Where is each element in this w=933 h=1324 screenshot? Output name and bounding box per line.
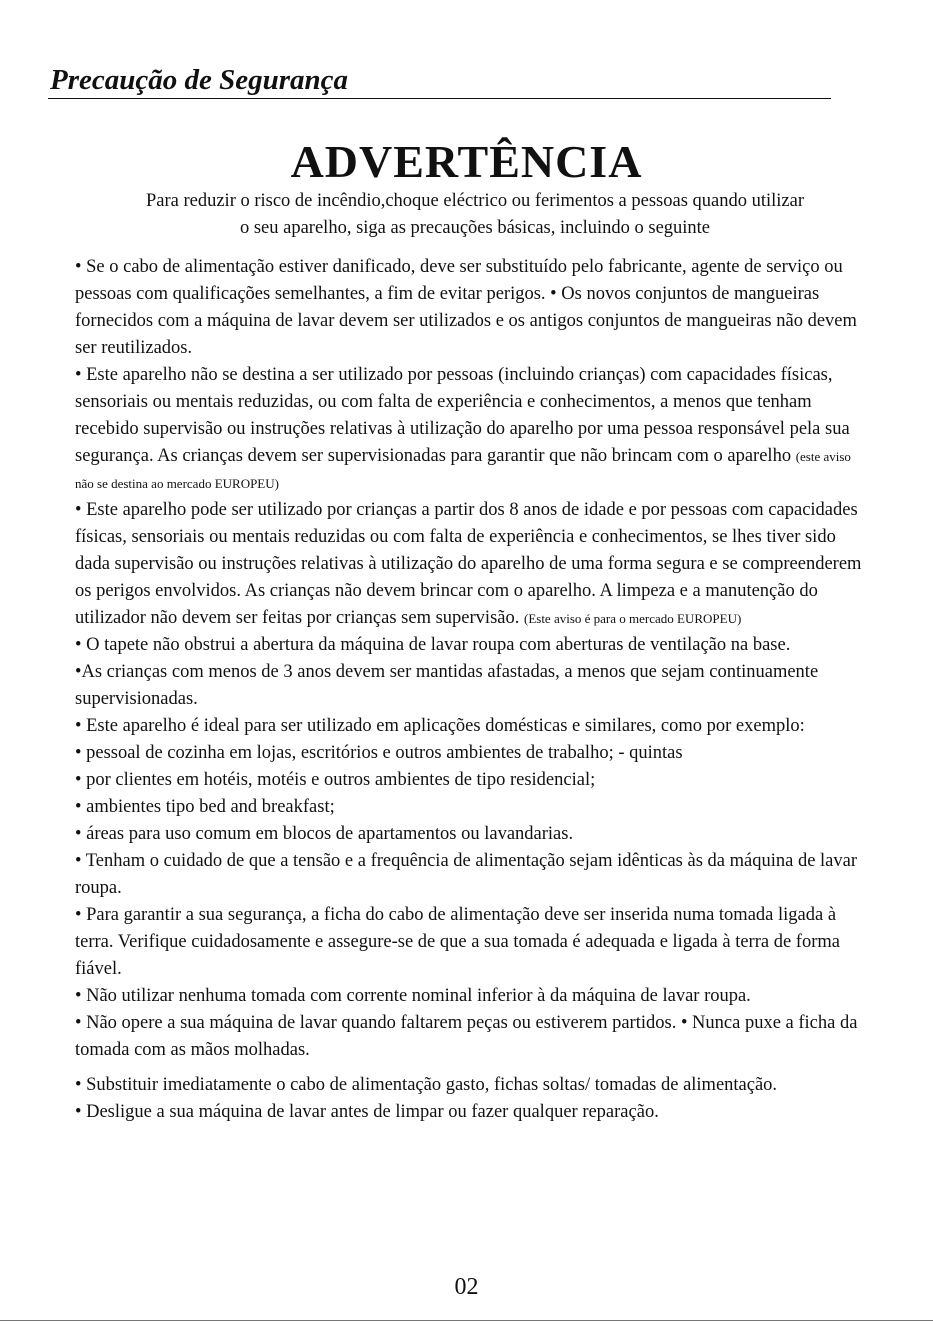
instruction-item bbox=[75, 497, 865, 632]
instruction-item bbox=[75, 362, 865, 497]
instruction-item: • O tapete não obstrui a abertura da máquina de lavar roupa com aberturas de ventilação na base. bbox=[75, 635, 791, 655]
instruction-item: •As crianças com menos de 3 anos devem ser mantidas afastadas, a menos que sejam continuamente supervisionadas. bbox=[75, 662, 819, 709]
intro-line-2: o seu aparelho, siga as precauções básicas, incluindo o seguinte bbox=[239, 218, 711, 238]
intro-line-1: Para reduzir o risco de incêndio,choque eléctrico ou ferimentos a pessoas quando utilizar bbox=[145, 191, 805, 211]
warning-heading: ADVERTÊNCIA bbox=[290, 136, 643, 187]
instruction-item: • áreas para uso comum em blocos de apartamentos ou lavandarias. bbox=[75, 824, 574, 844]
instruction-item: • por clientes em hotéis, motéis e outros ambientes de tipo residencial; bbox=[75, 770, 596, 790]
title-underline bbox=[48, 98, 831, 99]
paragraph-gap bbox=[75, 1064, 865, 1072]
instruction-item: • ambientes tipo bed and breakfast; bbox=[75, 797, 335, 817]
instruction-item: • Não utilizar nenhuma tomada com corrente nominal inferior à da máquina de lavar roupa. bbox=[75, 986, 751, 1006]
bottom-rule bbox=[0, 1320, 933, 1321]
instruction-item: • Substituir imediatamente o cabo de alimentação gasto, fichas soltas/ tomadas de alimentação. bbox=[75, 1075, 778, 1095]
instruction-item: • Este aparelho é ideal para ser utilizado em aplicações domésticas e similares, como por exemplo: bbox=[75, 716, 805, 736]
section-title: Precaução de Segurança bbox=[50, 64, 349, 96]
safety-instructions bbox=[75, 254, 865, 1126]
market-note: (este aviso não se destina ao mercado EUROPEU) bbox=[75, 449, 851, 491]
instruction-text: • Este aparelho pode ser utilizado por crianças a partir dos 8 anos de idade e por pessoas com capacidades físicas, sensoriais ou mentais reduzidas ou com falta de experiência e conhecimentos, se lhes tiver sido dada supervisão ou instruções relativas à utilização do aparelho de uma forma segura e se compreenderem os perigos envolvidos. As crianças não devem brincar com o aparelho. A limpeza e a manutenção do utilizador não devem ser feitas por crianças sem supervisão. bbox=[75, 500, 862, 628]
instruction-item: • Tenham o cuidado de que a tensão e a frequência de alimentação sejam idênticas às da máquina de lavar roupa. bbox=[75, 851, 858, 898]
instruction-text: • Este aparelho não se destina a ser utilizado por pessoas (incluindo crianças) com capacidades físicas, sensoriais ou mentais reduzidas, ou com falta de experiência e conhecimentos, a menos que tenham recebido supervisão ou instruções relativas à utilização do aparelho por uma pessoa responsável pela sua segurança. As crianças devem ser supervisionadas para garantir que não brincam com o aparelho bbox=[75, 365, 850, 466]
instruction-item: • Não opere a sua máquina de lavar quando faltarem peças ou estiverem partidos. • Nunca puxe a ficha da tomada com as mãos molhadas. bbox=[75, 1013, 858, 1060]
instruction-item: • Desligue a sua máquina de lavar antes de limpar ou fazer qualquer reparação. bbox=[75, 1102, 659, 1122]
warning-intro bbox=[80, 188, 870, 242]
market-note: (Este aviso é para o mercado EUROPEU) bbox=[523, 611, 742, 626]
instruction-item: • pessoal de cozinha em lojas, escritórios e outros ambientes de trabalho; - quintas bbox=[75, 743, 683, 763]
instruction-item: • Se o cabo de alimentação estiver danificado, deve ser substituído pelo fabricante, agente de serviço ou pessoas com qualificações semelhantes, a fim de evitar perigos. • Os novos conjuntos de mangueiras fornecidos com a máquina de lavar devem ser utilizados e os antigos conjuntos de mangueiras não devem ser reutilizados. bbox=[75, 257, 857, 358]
page-number: 02 bbox=[454, 1274, 479, 1300]
instruction-item: • Para garantir a sua segurança, a ficha do cabo de alimentação deve ser inserida numa tomada ligada à terra. Verifique cuidadosamente e assegure-se de que a sua tomada é adequada e ligada à terra de forma fiável. bbox=[75, 905, 840, 979]
